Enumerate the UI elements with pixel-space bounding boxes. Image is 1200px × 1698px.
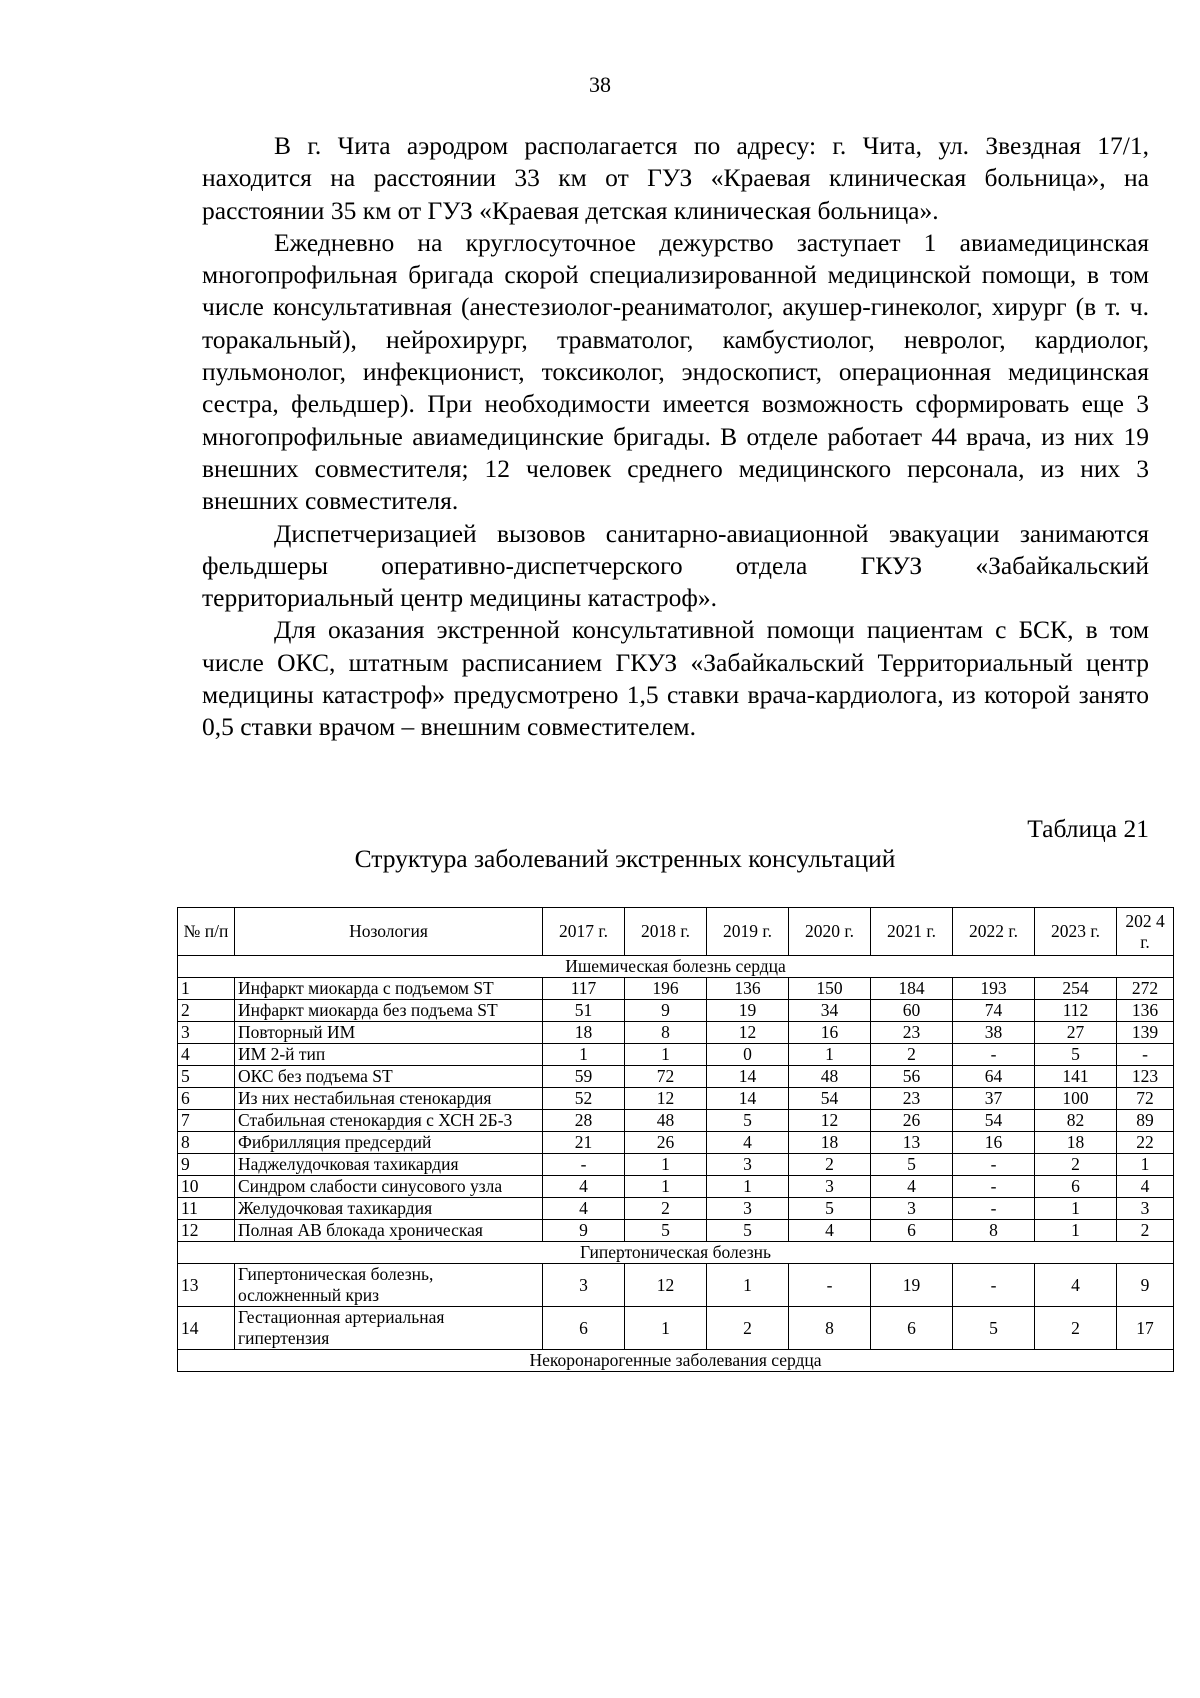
value-cell: -	[953, 1154, 1035, 1176]
value-cell: 51	[543, 1000, 625, 1022]
value-cell: 5	[953, 1307, 1035, 1350]
value-cell: 4	[871, 1176, 953, 1198]
value-cell: 150	[789, 978, 871, 1000]
paragraph: Для оказания экстренной консультативной помощи пациентам с БСК, в том числе ОКС, штатным расписанием ГКУЗ «Забайкальский Территориальный центр медицины катастроф» предусмотрено 1,5 ставки врача-кардиолога, из которой занято 0,5 ставки врачом – внешним совместителем.	[202, 615, 1149, 742]
value-cell: 48	[789, 1066, 871, 1088]
table-row	[178, 1088, 1174, 1110]
table-row	[178, 978, 1174, 1000]
value-cell: 272	[1117, 978, 1174, 1000]
value-cell: 12	[625, 1264, 707, 1307]
value-cell: 2	[625, 1198, 707, 1220]
diseases-table	[177, 907, 1174, 1372]
header-cell: 202 4 г.	[1117, 908, 1174, 956]
value-cell: 5	[625, 1220, 707, 1242]
value-cell: 1	[625, 1154, 707, 1176]
value-cell: 74	[953, 1000, 1035, 1022]
table-header-row	[178, 908, 1174, 956]
table-row	[178, 1132, 1174, 1154]
paragraph: Ежедневно на круглосуточное дежурство заступает 1 авиамедицинская многопрофильная бригада скорой специализированной медицинской помощи, в том числе консультативная (анестезиолог-реаниматолог, акушер-гинеколог, хирург (в т. ч. торакальный), нейрохирург, травматолог, камбустиолог, невролог, кардиолог, пульмонолог, инфекционист, токсиколог, эндоскопист, операционная медицинская сестра, фельдшер). При необходимости имеется возможность сформировать еще 3 многопрофильные авиамедицинские бригады. В отделе работает 44 врача, из них 19 внешних совместителя; 12 человек среднего медицинского персонала, из них 3 внешних совместителя.	[202, 227, 1149, 516]
nosology-name: Полная АВ блокада хроническая	[235, 1220, 543, 1242]
nosology-name: Инфаркт миокарда с подъемом ST	[235, 978, 543, 1000]
paragraph: Диспетчеризацией вызовов санитарно-авиационной эвакуации занимаются фельдшеры оперативно-диспетчерского отдела ГКУЗ «Забайкальский территориальный центр медицины катастроф».	[202, 518, 1149, 613]
value-cell: 9	[543, 1220, 625, 1242]
value-cell: 37	[953, 1088, 1035, 1110]
value-cell: 136	[707, 978, 789, 1000]
value-cell: 23	[871, 1088, 953, 1110]
value-cell: 1	[1035, 1220, 1117, 1242]
value-cell: 254	[1035, 978, 1117, 1000]
header-cell: № п/п	[178, 908, 235, 956]
value-cell: 17	[1117, 1307, 1174, 1350]
value-cell: 38	[953, 1022, 1035, 1044]
value-cell: 3	[871, 1198, 953, 1220]
value-cell: 9	[1117, 1264, 1174, 1307]
value-cell: 8	[789, 1307, 871, 1350]
value-cell: 1	[707, 1176, 789, 1198]
value-cell: 8	[625, 1022, 707, 1044]
value-cell: 3	[707, 1198, 789, 1220]
table-row	[178, 1198, 1174, 1220]
value-cell: 6	[871, 1307, 953, 1350]
value-cell: 12	[707, 1022, 789, 1044]
table-title: Структура заболеваний экстренных консультаций	[354, 844, 896, 873]
value-cell: 18	[789, 1132, 871, 1154]
nosology-name: Гестационная артериальная гипертензия	[235, 1307, 543, 1350]
value-cell: 139	[1117, 1022, 1174, 1044]
nosology-name: Гипертоническая болезнь, осложненный криз	[235, 1264, 543, 1307]
value-cell: 100	[1035, 1088, 1117, 1110]
section-row	[178, 1242, 1174, 1264]
value-cell: 4	[1035, 1264, 1117, 1307]
value-cell: 48	[625, 1110, 707, 1132]
value-cell: 23	[871, 1022, 953, 1044]
nosology-name: Стабильная стенокардия с ХСН 2Б-3	[235, 1110, 543, 1132]
value-cell: 117	[543, 978, 625, 1000]
value-cell: 14	[707, 1088, 789, 1110]
value-cell: 1	[625, 1176, 707, 1198]
value-cell: 16	[953, 1132, 1035, 1154]
value-cell: 34	[789, 1000, 871, 1022]
value-cell: 3	[543, 1264, 625, 1307]
row-number: 10	[178, 1176, 235, 1198]
value-cell: 5	[707, 1220, 789, 1242]
nosology-name: Повторный ИМ	[235, 1022, 543, 1044]
table-caption: Таблица 21	[1027, 814, 1149, 843]
value-cell: -	[1117, 1044, 1174, 1066]
value-cell: 72	[625, 1066, 707, 1088]
value-cell: -	[789, 1264, 871, 1307]
value-cell: 123	[1117, 1066, 1174, 1088]
row-number: 7	[178, 1110, 235, 1132]
value-cell: 5	[1035, 1044, 1117, 1066]
table-row	[178, 1154, 1174, 1176]
row-number: 5	[178, 1066, 235, 1088]
value-cell: 4	[543, 1176, 625, 1198]
header-cell: 2019 г.	[707, 908, 789, 956]
table-row	[178, 1307, 1174, 1350]
nosology-name: ИМ 2-й тип	[235, 1044, 543, 1066]
value-cell: 6	[871, 1220, 953, 1242]
value-cell: 2	[789, 1154, 871, 1176]
value-cell: 19	[707, 1000, 789, 1022]
value-cell: 18	[1035, 1132, 1117, 1154]
value-cell: -	[543, 1154, 625, 1176]
value-cell: 72	[1117, 1088, 1174, 1110]
value-cell: 21	[543, 1132, 625, 1154]
value-cell: 8	[953, 1220, 1035, 1242]
value-cell: 4	[707, 1132, 789, 1154]
table-row	[178, 1044, 1174, 1066]
value-cell: 60	[871, 1000, 953, 1022]
value-cell: 54	[953, 1110, 1035, 1132]
value-cell: 196	[625, 978, 707, 1000]
value-cell: 9	[625, 1000, 707, 1022]
value-cell: 1	[625, 1044, 707, 1066]
value-cell: 112	[1035, 1000, 1117, 1022]
value-cell: 1	[789, 1044, 871, 1066]
value-cell: 2	[1035, 1154, 1117, 1176]
nosology-name: Из них нестабильная стенокардия	[235, 1088, 543, 1110]
table-row	[178, 1000, 1174, 1022]
value-cell: 4	[543, 1198, 625, 1220]
value-cell: 6	[1035, 1176, 1117, 1198]
body-text	[202, 130, 1149, 744]
value-cell: 82	[1035, 1110, 1117, 1132]
section-row	[178, 1350, 1174, 1372]
header-cell: 2022 г.	[953, 908, 1035, 956]
value-cell: 141	[1035, 1066, 1117, 1088]
nosology-name: ОКС без подъема ST	[235, 1066, 543, 1088]
value-cell: 6	[543, 1307, 625, 1350]
header-cell: 2021 г.	[871, 908, 953, 956]
header-cell: 2017 г.	[543, 908, 625, 956]
row-number: 13	[178, 1264, 235, 1307]
value-cell: -	[953, 1176, 1035, 1198]
header-cell: 2020 г.	[789, 908, 871, 956]
value-cell: 3	[707, 1154, 789, 1176]
value-cell: 22	[1117, 1132, 1174, 1154]
table-row	[178, 1220, 1174, 1242]
value-cell: 19	[871, 1264, 953, 1307]
row-number: 1	[178, 978, 235, 1000]
header-cell: 2023 г.	[1035, 908, 1117, 956]
value-cell: 136	[1117, 1000, 1174, 1022]
value-cell: 89	[1117, 1110, 1174, 1132]
value-cell: -	[953, 1264, 1035, 1307]
page-number: 38	[589, 72, 611, 97]
section-title: Ишемическая болезнь сердца	[178, 956, 1174, 978]
value-cell: -	[953, 1044, 1035, 1066]
value-cell: 12	[789, 1110, 871, 1132]
value-cell: 18	[543, 1022, 625, 1044]
table-row	[178, 1264, 1174, 1307]
value-cell: 1	[625, 1307, 707, 1350]
value-cell: 3	[1117, 1198, 1174, 1220]
nosology-name: Желудочковая тахикардия	[235, 1198, 543, 1220]
value-cell: 26	[871, 1110, 953, 1132]
table-row	[178, 1110, 1174, 1132]
row-number: 2	[178, 1000, 235, 1022]
table-row	[178, 1066, 1174, 1088]
row-number: 11	[178, 1198, 235, 1220]
header-cell: 2018 г.	[625, 908, 707, 956]
value-cell: 5	[789, 1198, 871, 1220]
nosology-name: Наджелудочковая тахикардия	[235, 1154, 543, 1176]
value-cell: 12	[625, 1088, 707, 1110]
value-cell: 5	[871, 1154, 953, 1176]
value-cell: 27	[1035, 1022, 1117, 1044]
value-cell: 16	[789, 1022, 871, 1044]
value-cell: 59	[543, 1066, 625, 1088]
value-cell: 1	[707, 1264, 789, 1307]
paragraph: В г. Чита аэродром располагается по адресу: г. Чита, ул. Звездная 17/1, находится на расстоянии 33 км от ГУЗ «Краевая клиническая больница», на расстоянии 35 км от ГУЗ «Краевая детская клиническая больница».	[202, 131, 1149, 225]
value-cell: 2	[1117, 1220, 1174, 1242]
value-cell: 5	[707, 1110, 789, 1132]
value-cell: 4	[1117, 1176, 1174, 1198]
header-cell: Нозология	[235, 908, 543, 956]
nosology-name: Синдром слабости синусового узла	[235, 1176, 543, 1198]
value-cell: 54	[789, 1088, 871, 1110]
value-cell: 0	[707, 1044, 789, 1066]
section-row	[178, 956, 1174, 978]
nosology-name: Инфаркт миокарда без подъема ST	[235, 1000, 543, 1022]
row-number: 3	[178, 1022, 235, 1044]
value-cell: 4	[789, 1220, 871, 1242]
value-cell: 2	[707, 1307, 789, 1350]
table-body	[178, 956, 1174, 1372]
value-cell: 14	[707, 1066, 789, 1088]
value-cell: -	[953, 1198, 1035, 1220]
row-number: 14	[178, 1307, 235, 1350]
section-title: Гипертоническая болезнь	[178, 1242, 1174, 1264]
row-number: 9	[178, 1154, 235, 1176]
value-cell: 1	[1035, 1198, 1117, 1220]
row-number: 8	[178, 1132, 235, 1154]
value-cell: 2	[1035, 1307, 1117, 1350]
section-title: Некоронарогенные заболевания сердца	[178, 1350, 1174, 1372]
value-cell: 1	[543, 1044, 625, 1066]
value-cell: 56	[871, 1066, 953, 1088]
row-number: 6	[178, 1088, 235, 1110]
value-cell: 3	[789, 1176, 871, 1198]
value-cell: 1	[1117, 1154, 1174, 1176]
nosology-name: Фибрилляция предсердий	[235, 1132, 543, 1154]
value-cell: 184	[871, 978, 953, 1000]
value-cell: 52	[543, 1088, 625, 1110]
value-cell: 26	[625, 1132, 707, 1154]
value-cell: 28	[543, 1110, 625, 1132]
value-cell: 193	[953, 978, 1035, 1000]
table-row	[178, 1022, 1174, 1044]
value-cell: 2	[871, 1044, 953, 1066]
row-number: 12	[178, 1220, 235, 1242]
value-cell: 64	[953, 1066, 1035, 1088]
row-number: 4	[178, 1044, 235, 1066]
table-row	[178, 1176, 1174, 1198]
value-cell: 13	[871, 1132, 953, 1154]
